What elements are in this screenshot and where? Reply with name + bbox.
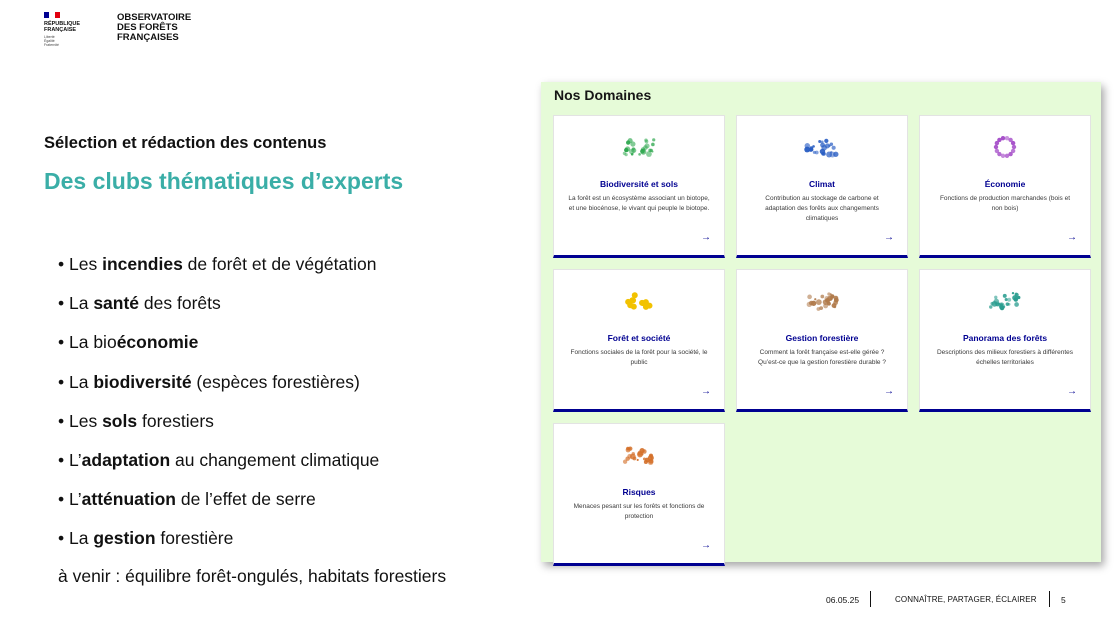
bullet-dot: • [58,371,65,392]
upcoming-note: à venir : équilibre forêt-ongulés, habitats forestiers [58,566,447,586]
bullet-item [58,330,379,369]
domain-card[interactable] [919,115,1091,258]
biodiversity-icon [619,134,659,160]
bullet-suffix: des forêts [139,293,221,314]
forest-management-icon [802,288,842,314]
bullet-keyword: adaptation [81,449,171,470]
bullet-item [58,487,379,526]
bullet-suffix: de l’effet de serre [175,489,316,510]
domain-card[interactable] [736,269,908,412]
society-icon [619,288,659,314]
panel-title: Nos Domaines [554,87,652,103]
bullet-dot: • [58,332,65,353]
bullet-suffix: au changement climatique [170,449,380,470]
domain-card[interactable] [553,115,725,258]
footer-motto: CONNAÎTRE, PARTAGER, ÉCLAIRER [895,595,1037,604]
bullet-prefix: La [69,528,94,549]
page-number: 5 [1061,595,1066,605]
domain-card[interactable] [919,269,1091,412]
arrow-right-icon[interactable]: → [701,540,711,551]
bullet-keyword: incendies [102,254,183,274]
domains-panel [541,82,1101,562]
arrow-right-icon[interactable]: → [701,232,711,243]
rf-name: RÉPUBLIQUE FRANÇAISE [44,21,81,33]
domain-card-title: Biodiversité et sols [600,179,678,189]
slide-subtitle: Sélection et rédaction des contenus [44,134,327,152]
bullet-keyword: santé [93,293,140,314]
bullet-suffix: forestiers [137,410,214,431]
bullet-dot: • [58,410,65,431]
bullet-prefix: Les [69,410,103,431]
slide-title: Des clubs thématiques d’experts [44,168,404,194]
bullet-prefix: La bio [69,332,117,353]
domain-card-description: Contribution au stockage de carbone et adaptation des forêts aux changements climatiques [765,195,879,222]
bullet-item [58,409,379,448]
domain-card-title: Climat [809,179,835,189]
climate-icon [802,134,842,160]
domain-card[interactable] [736,115,908,258]
bullet-keyword: sols [102,410,138,431]
domain-card[interactable] [553,269,725,412]
bullet-prefix: Les [69,254,103,274]
arrow-right-icon[interactable]: → [1067,386,1077,397]
panorama-icon [985,288,1025,314]
domain-card-description: Fonctions sociales de la forêt pour la société, le public [570,349,708,366]
bullet-prefix: L’ [69,489,82,510]
domain-card-title: Gestion forestière [785,333,859,343]
domain-card-description: Menaces pesant sur les forêts et fonctions de protection [573,503,705,520]
domain-card-title: Risques [622,487,656,497]
footer-divider [1049,591,1050,607]
republique-francaise-logo [44,12,88,47]
arrow-right-icon[interactable]: → [701,386,711,397]
bullet-keyword: biodiversité [93,371,192,392]
french-flag-icon [44,12,60,18]
observatoire-logo: OBSERVATOIRE DES FORÊTS FRANÇAISES [117,12,192,43]
domain-card-description: Comment la forêt française est-elle gérée ? Qu’est-ce que la gestion forestière durable ? [758,349,886,366]
bullet-suffix: (espèces forestières) [191,371,360,392]
bullet-item [58,526,379,565]
footer-date: 06.05.25 [826,595,860,605]
bullet-suffix: de forêt et de végétation [182,254,377,274]
bullet-suffix: forestière [155,528,234,549]
rf-motto: Liberté Égalité Fraternité [44,35,59,47]
bullet-dot: • [58,528,65,549]
bullet-keyword: gestion [93,528,156,549]
domain-card-title: Panorama des forêts [962,333,1048,343]
bullet-dot: • [58,254,65,274]
bullet-dot: • [58,449,65,470]
bullet-keyword: atténuation [81,489,176,510]
arrow-right-icon[interactable]: → [1067,232,1077,243]
domain-card-description: Descriptions des milieux forestiers à différentes échelles territoriales [936,349,1074,366]
domain-card-description: Fonctions de production marchandes (bois et non bois) [939,195,1071,212]
arrow-right-icon[interactable]: → [884,386,894,397]
bullet-item [58,252,379,291]
risks-icon [619,442,659,468]
bullet-keyword: économie [116,332,199,353]
economy-icon [985,134,1025,160]
bullet-dot: • [58,489,65,510]
domain-card-title: Économie [984,179,1026,189]
bullet-item [58,291,379,330]
expert-clubs-list [58,252,379,566]
footer-divider [870,591,871,607]
bullet-item [58,448,379,487]
bullet-prefix: La [69,371,94,392]
domain-card-description: La forêt est un écosystème associant un biotope, et une biocénose, le vivant qui peuple le biotope. [568,195,710,212]
bullet-prefix: L’ [69,449,82,470]
arrow-right-icon[interactable]: → [884,232,894,243]
bullet-item [58,370,379,409]
domain-card-title: Forêt et société [607,333,671,343]
bullet-dot: • [58,293,65,314]
domain-card[interactable] [553,423,725,566]
bullet-prefix: La [69,293,94,314]
